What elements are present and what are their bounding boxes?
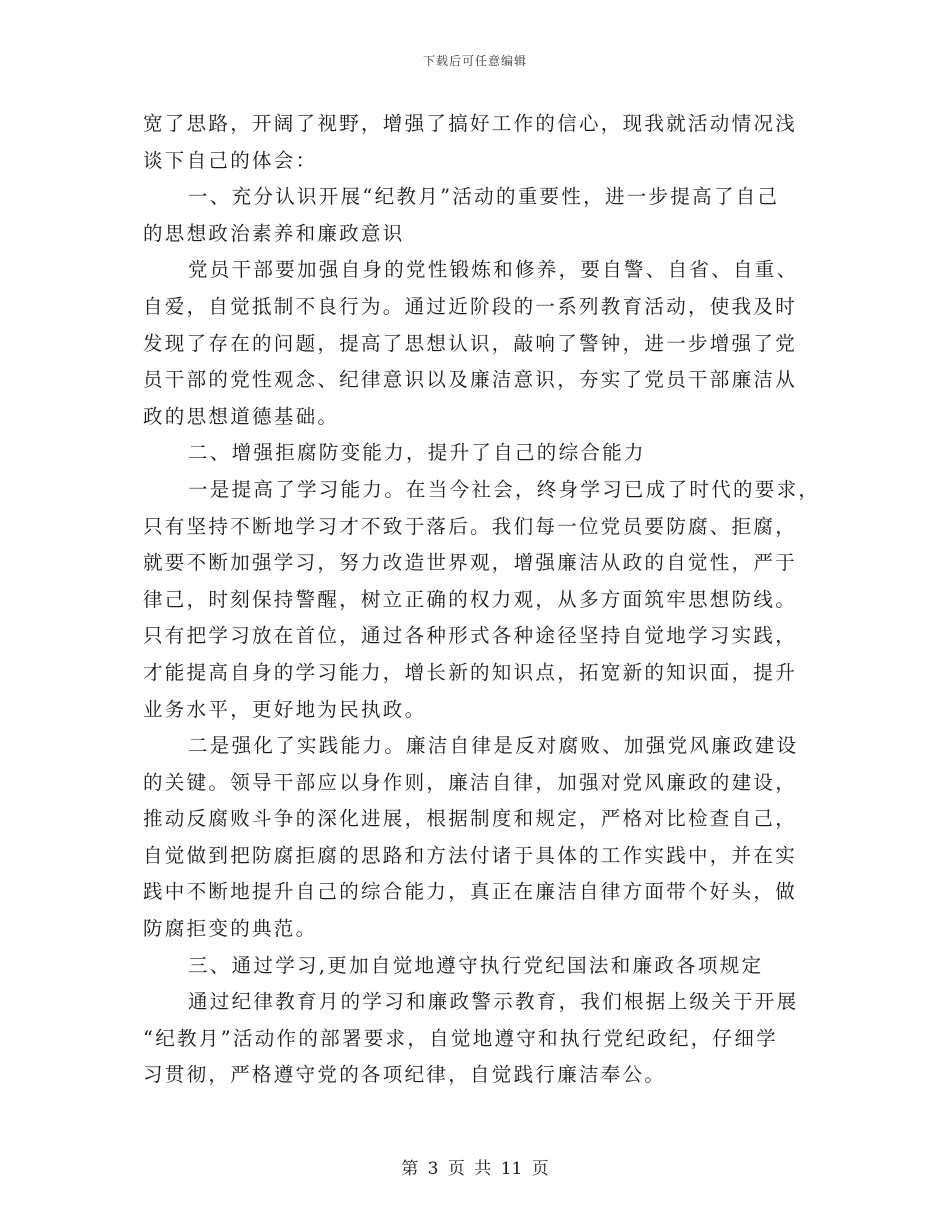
body-line: 二是强化了实践能力。廉洁自律是反对腐败、加强党风廉政建设	[188, 734, 799, 758]
body-line: 律己，时刻保持警醒，树立正确的权力观，从多方面筑牢思想防线。	[143, 587, 798, 611]
body-line: 自爱，自觉抵制不良行为。通过近阶段的一系列教育活动，使我及时	[143, 294, 798, 318]
body-line: 宽了思路，开阔了视野，增强了搞好工作的信心，现我就活动情况浅	[143, 112, 798, 135]
section-heading-continued: 的思想政治素养和廉政意识	[143, 221, 405, 245]
page-footer: 第 3 页 共 11 页	[401, 1159, 549, 1179]
body-line: 党员干部要加强自身的党性锻炼和修养，要自警、自省、自重、	[188, 258, 799, 282]
body-line: 通过纪律教育月的学习和廉政警示教育，我们根据上级关于开展	[188, 990, 799, 1014]
body-line: 一是提高了学习能力。在当今社会，终身学习已成了时代的要求，	[188, 477, 821, 501]
section-heading: 二、增强拒腐防变能力，提升了自己的综合能力	[188, 441, 646, 465]
body-line: 的关键。领导干部应以身作则，廉洁自律，加强对党风廉政的建设，	[143, 770, 798, 794]
body-line: 只有坚持不断地学习才不致于落后。我们每一位党员要防腐、拒腐，	[143, 514, 798, 538]
body-line: “纪教月”活动作的部署要求，自觉地遵守和执行党纪政纪，仔细学	[143, 1026, 778, 1050]
section-heading: 一、充分认识开展“纪教月”活动的重要性，进一步提高了自己	[188, 185, 780, 209]
section-heading: 三、通过学习,更加自觉地遵守执行党纪国法和廉政各项规定	[188, 953, 764, 977]
document-body	[143, 106, 821, 1094]
body-line: 谈下自己的体会：	[143, 148, 318, 172]
page-header: 下载后可任意编辑	[422, 54, 527, 68]
body-line: 自觉做到把防腐拒腐的思路和方法付诸于具体的工作实践中，并在实	[143, 843, 798, 867]
body-line: 政的思想道德基础。	[143, 404, 340, 428]
body-line: 只有把学习放在首位，通过各种形式各种途径坚持自觉地学习实践，	[143, 624, 798, 648]
body-line: 习贯彻，严格遵守党的各项纪律，自觉践行廉洁奉公。	[143, 1063, 667, 1087]
body-line: 就要不断加强学习，努力改造世界观，增强廉洁从政的自觉性，严于	[143, 551, 798, 575]
body-line: 才能提高自身的学习能力，增长新的知识点，拓宽新的知识面，提升	[143, 660, 798, 684]
body-line: 防腐拒变的典范。	[143, 917, 318, 941]
body-line: 发现了存在的问题，提高了思想认识，敲响了警钟，进一步增强了党	[143, 331, 798, 355]
body-line: 业务水平，更好地为民执政。	[143, 697, 427, 721]
body-line: 践中不断地提升自己的综合能力，真正在廉洁自律方面带个好头，做	[143, 880, 798, 904]
body-line: 推动反腐败斗争的深化进展，根据制度和规定，严格对比检查自己，	[143, 807, 798, 831]
body-line: 员干部的党性观念、纪律意识以及廉洁意识，夯实了党员干部廉洁从	[143, 368, 798, 392]
